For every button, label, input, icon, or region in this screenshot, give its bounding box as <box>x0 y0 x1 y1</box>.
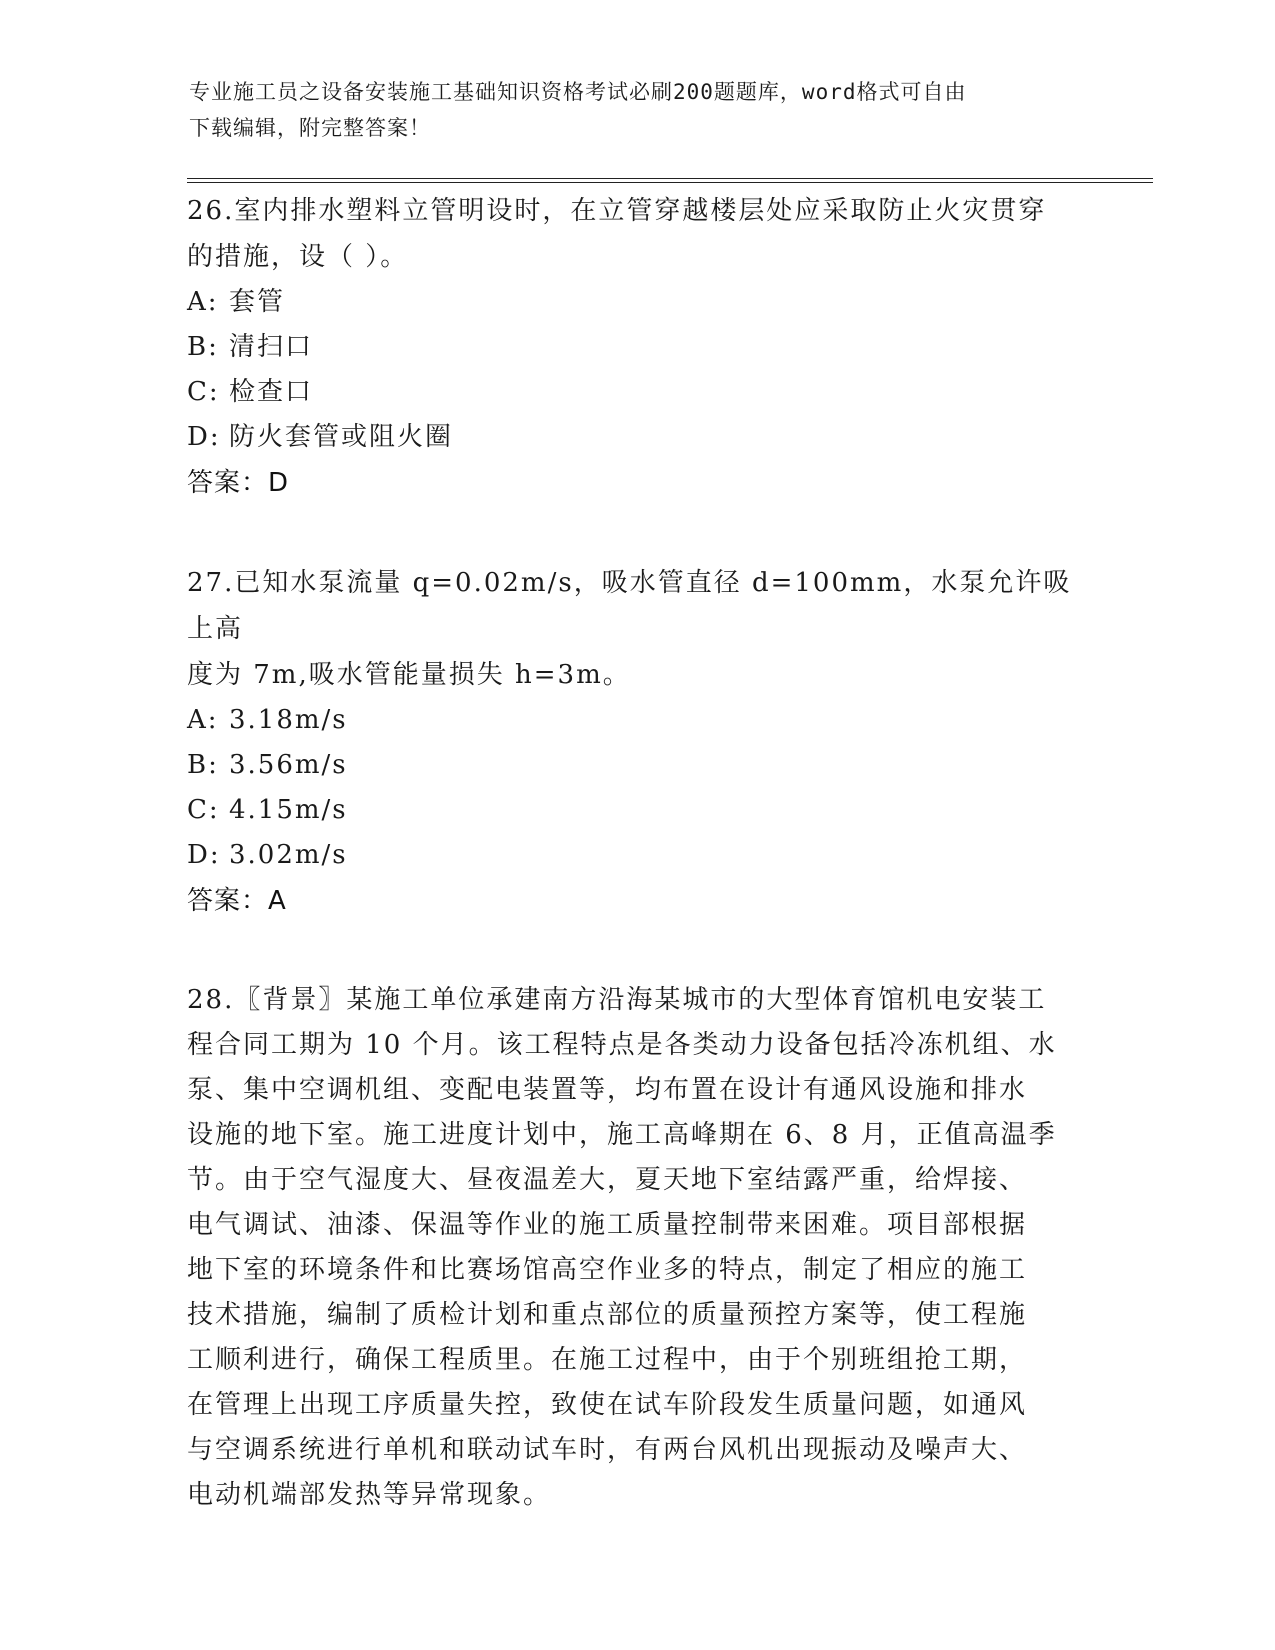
option-text: 清扫口 <box>229 332 314 362</box>
question-27 <box>187 560 1087 924</box>
option-key: B: <box>187 750 219 780</box>
question-text-line: 26.室内排水塑料立管明设时，在立管穿越楼层处应采取防止火灾贯穿 <box>187 196 1047 226</box>
answer: 答案：A <box>187 886 287 916</box>
option-key: C: <box>187 377 220 407</box>
answer: 答案：D <box>187 468 290 498</box>
question-text-line: 在管理上出现工序质量失控，致使在试车阶段发生质量问题，如通风 <box>187 1390 1028 1420</box>
option-text: 防火套管或阻火圈 <box>229 422 454 452</box>
question-text-line: 27.已知水泵流量 q=0.02m/s，吸水管直径 d=100mm，水泵允许吸上高 <box>187 568 1072 644</box>
option-text: 检查口 <box>229 377 314 407</box>
question-28 <box>187 978 1087 1518</box>
option-text: 3.02m/s <box>229 840 348 870</box>
option-b <box>187 743 1087 788</box>
option-text: 3.18m/s <box>229 705 348 735</box>
option-text: 套管 <box>229 287 286 317</box>
question-text-line: 的措施，设（ ）。 <box>187 242 409 272</box>
option-key: A: <box>187 287 219 317</box>
question-text-line: 程合同工期为 10 个月。该工程特点是各类动力设备包括冷冻机组、水 <box>187 1030 1057 1060</box>
question-text-line: 技术措施，编制了质检计划和重点部位的质量预控方案等，使工程施 <box>187 1300 1028 1330</box>
option-key: A: <box>187 705 219 735</box>
option-key: C: <box>187 795 220 825</box>
option-key: D: <box>187 840 221 870</box>
document-header <box>189 74 1069 146</box>
question-text-line: 28.〖背景〗某施工单位承建南方沿海某城市的大型体育馆机电安装工 <box>187 985 1047 1015</box>
option-d <box>187 415 1087 460</box>
option-b <box>187 325 1087 370</box>
option-d <box>187 833 1087 878</box>
option-text: 4.15m/s <box>229 795 348 825</box>
option-a <box>187 698 1087 743</box>
question-26 <box>187 188 1087 506</box>
question-text-line: 工顺利进行，确保工程质里。在施工过程中，由于个别班组抢工期， <box>187 1345 1028 1375</box>
question-text-line: 地下室的环境条件和比赛场馆高空作业多的特点，制定了相应的施工 <box>187 1255 1028 1285</box>
question-list <box>187 188 1087 1572</box>
header-line-2: 下载编辑，附完整答案！ <box>189 116 431 140</box>
option-text: 3.56m/s <box>229 750 348 780</box>
option-key: B: <box>187 332 219 362</box>
header-line-1: 专业施工员之设备安装施工基础知识资格考试必刷200题题库，word格式可自由 <box>189 80 967 104</box>
question-text-line: 电动机端部发热等异常现象。 <box>187 1480 552 1510</box>
question-text-line: 设施的地下室。施工进度计划中，施工高峰期在 6、8 月，正值高温季 <box>187 1120 1057 1150</box>
option-c <box>187 788 1087 833</box>
question-text-line: 节。由于空气湿度大、昼夜温差大，夏天地下室结露严重，给焊接、 <box>187 1165 1028 1195</box>
option-c <box>187 370 1087 415</box>
header-divider <box>187 178 1153 183</box>
option-a <box>187 280 1087 325</box>
question-text-line: 电气调试、油漆、保温等作业的施工质量控制带来困难。项目部根据 <box>187 1210 1028 1240</box>
question-text-line: 度为 7m,吸水管能量损失 h=3m。 <box>187 660 631 690</box>
option-key: D: <box>187 422 221 452</box>
question-text-line: 泵、集中空调机组、变配电装置等，均布置在设计有通风设施和排水 <box>187 1075 1028 1105</box>
question-text-line: 与空调系统进行单机和联动试车时，有两台风机出现振动及噪声大、 <box>187 1435 1028 1465</box>
